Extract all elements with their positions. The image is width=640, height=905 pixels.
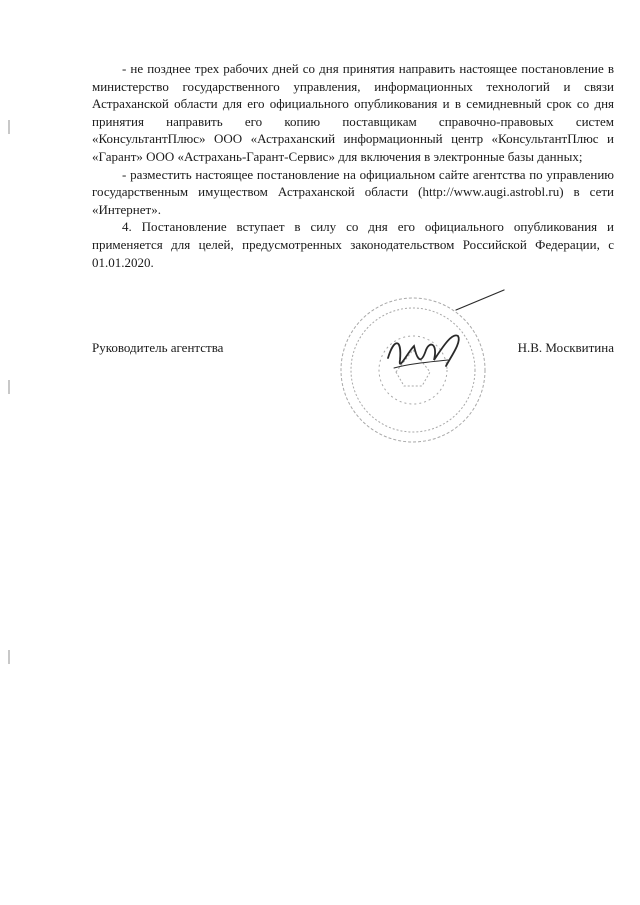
paragraph-effective-date: 4. Постановление вступает в силу со дня его официального опубликования и применяется для целей, предусмотренных законодательством Российской Федерации, с 01.01.2020. bbox=[92, 219, 614, 270]
signature-block bbox=[92, 340, 614, 370]
official-stamp-icon bbox=[341, 298, 485, 442]
scan-artifact bbox=[8, 650, 10, 664]
scan-artifact bbox=[8, 380, 10, 394]
signatory-position: Руководитель агентства bbox=[92, 340, 224, 355]
paragraph-publication: - не позднее трех рабочих дней со дня принятия направить настоящее постановление в министерство государственного управления, информационных технологий и связи Астраханской области для его официального опубликования и в семидневный срок со дня принятия направить его копию поставщикам справочно-правовых систем «КонсультантПлюс» ООО «Астраханский информационный центр «КонсультантПлюс и «Гарант» ООО «Астрахань-Гарант-Сервис» для включения в электронные базы данных; bbox=[92, 61, 614, 164]
document-body bbox=[92, 60, 614, 271]
paragraph-website: - разместить настоящее постановление на официальном сайте агентства по управлению государственным имуществом Астраханской области (http://www.augi.astrobl.ru) в сети «Интернет». bbox=[92, 166, 614, 217]
signatory-name: Н.В. Москвитина bbox=[517, 340, 614, 355]
scan-artifact bbox=[8, 120, 10, 134]
